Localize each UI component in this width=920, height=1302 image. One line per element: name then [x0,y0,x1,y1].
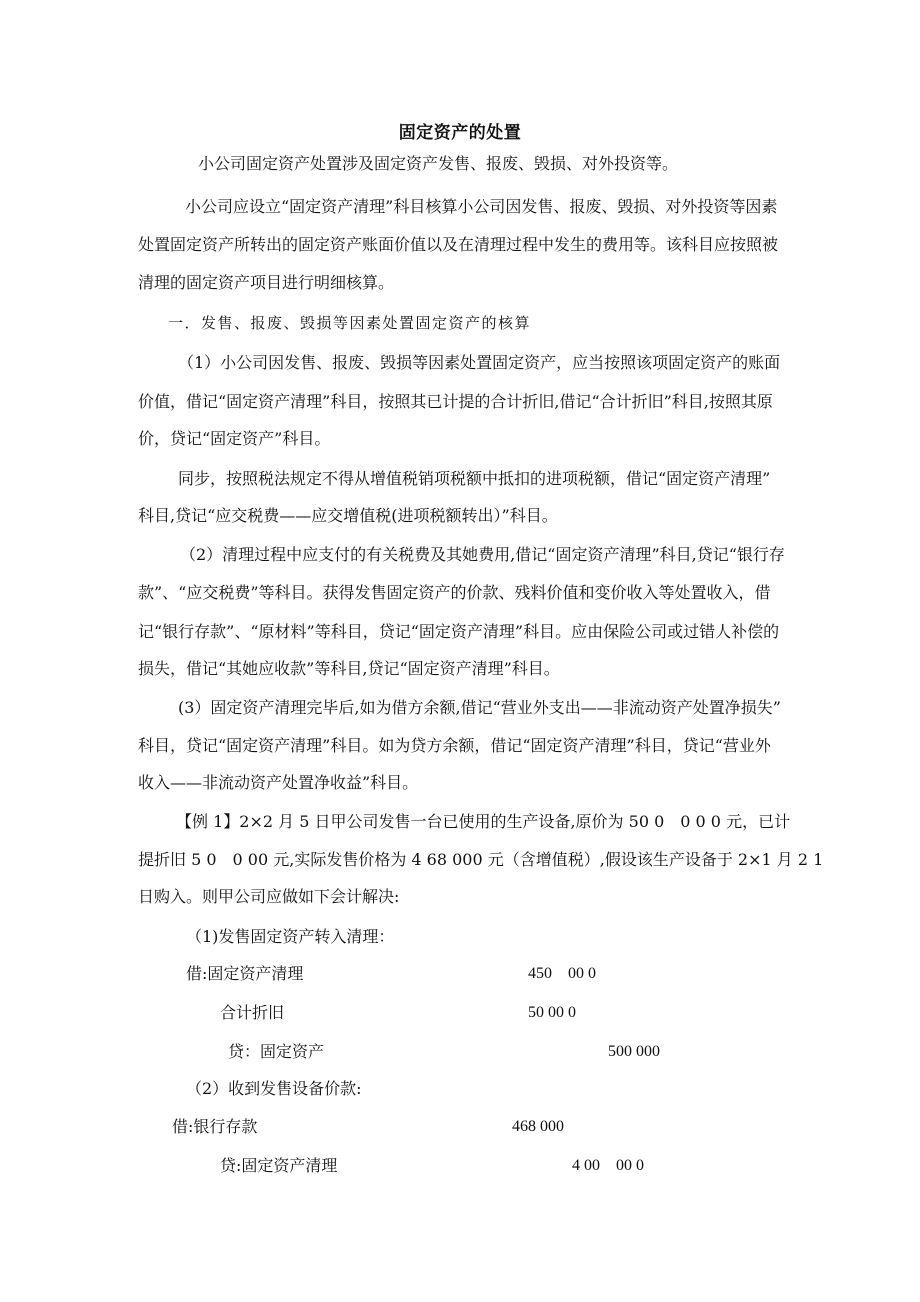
paragraph-line: 科目,贷记“应交税费——应交增值税(进项税额转出）”科目。 [138,506,558,525]
paragraph-line: 价，贷记“固定资产”科目。 [138,429,331,448]
example-line: 提折旧 5 0 0 00 元,实际发售价格为 4 68 000 元（含增值税）,假设该生产设备于 2×1 月 2 1 [138,850,824,869]
example-line: 日购入。则甲公司应做如下会计解决: [138,887,400,906]
section-heading: 一．发售、报废、毁损等因素处置固定资产的核算 [168,314,532,332]
entry-amount: 500 000 [608,1043,660,1060]
step-heading: （2）收到发售设备价款: [186,1079,362,1098]
paragraph-line: 小公司应设立“固定资产清理”科目核算小公司因发售、报废、毁损、对外投资等因素 [185,197,778,216]
paragraph-line: 同步，按照税法规定不得从增值税销项税额中抵扣的进项税额，借记“固定资产清理” [178,469,771,488]
entry-label: 借:银行存款 [172,1117,258,1136]
entry-label: 贷:固定资产清理 [220,1156,338,1175]
paragraph-line: 处置固定资产所转出的固定资产账面价值以及在清理过程中发生的费用等。该科目应按照被 [138,235,779,254]
paragraph-line: 价值，借记“固定资产清理”科目，按照其已计提的合计折旧,借记“合计折旧”科目,按照其原 [138,392,773,411]
example-line: 【例 1】2×2 月 5 日甲公司发售一台已使用的生产设备,原价为 50 0 0 0 0 元，已计 [176,812,791,831]
intro-paragraph: 小公司固定资产处置涉及固定资产发售、报废、毁损、对外投资等。 [198,154,679,173]
page-title: 固定资产的处置 [398,123,522,143]
paragraph-line: 记“银行存款”、“原材料”等科目，贷记“固定资产清理”科目。应由保险公司或过错人补偿的 [138,622,780,641]
entry-amount: 4 00 00 0 [572,1157,645,1174]
paragraph-line: （1）小公司因发售、报废、毁损等因素处置固定资产，应当按照该项固定资产的账面 [178,353,781,372]
paragraph-line: 收入——非流动资产处置净收益”科目。 [138,773,419,792]
entry-label: 借:固定资产清理 [186,964,304,983]
entry-amount: 50 00 0 [528,1004,576,1021]
entry-amount: 468 000 [512,1118,564,1135]
paragraph-line: 清理的固定资产项目进行明细核算。 [138,273,395,292]
step-heading: （1)发售固定资产转入清理： [186,927,395,946]
entry-label: 合计折旧 [220,1003,285,1022]
paragraph-line: （2）清理过程中应支付的有关税费及其她费用,借记“固定资产清理”科目,贷记“银行存 [180,545,785,564]
paragraph-line: 科目，贷记“固定资产清理”科目。如为贷方余额，借记“固定资产清理”科目，贷记“营业外 [138,736,771,755]
paragraph-line: 损失，借记“其她应收款”等科目,贷记“固定资产清理”科目。 [138,659,560,678]
entry-label: 贷：固定资产 [228,1042,325,1061]
paragraph-line: 款”、“应交税费”等科目。获得发售固定资产的价款、残料价值和变价收入等处置收入，借 [138,583,771,602]
entry-amount: 450 00 0 [528,965,597,982]
paragraph-line: (3）固定资产清理完毕后,如为借方余额,借记“营业外支出——非流动资产处置净损失” [178,698,781,717]
